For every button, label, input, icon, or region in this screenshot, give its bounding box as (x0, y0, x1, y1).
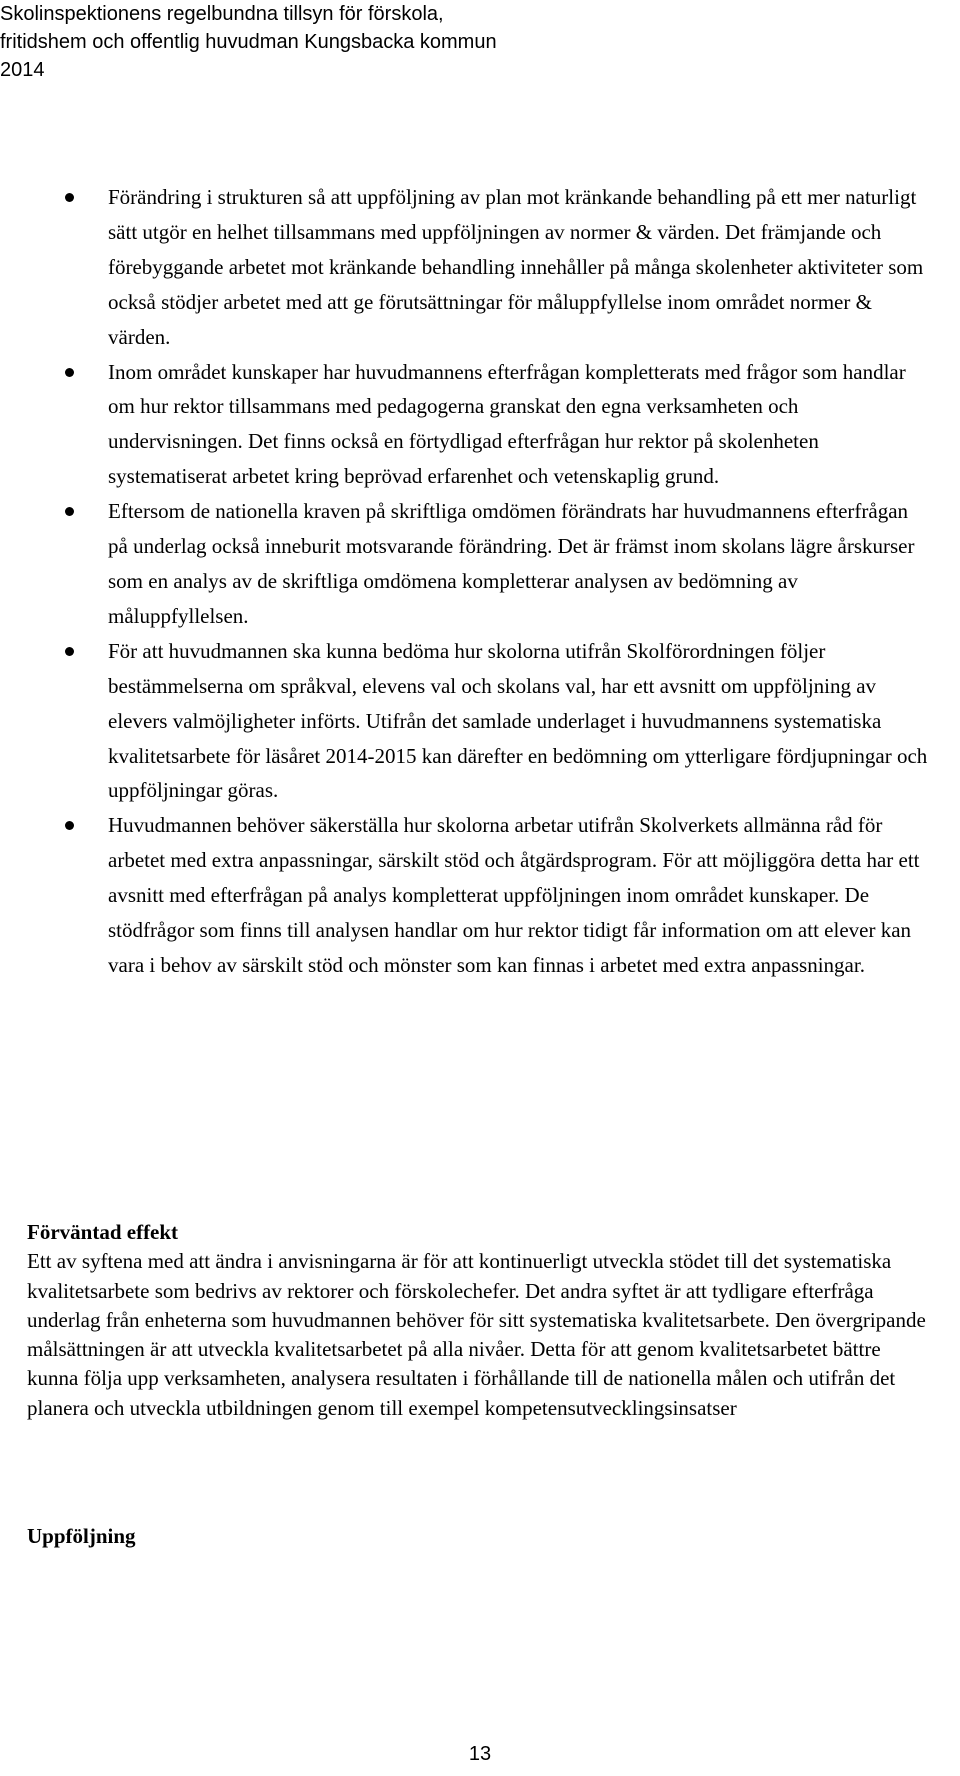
header-line-1: Skolinspektionens regelbundna tillsyn för förskola, (0, 3, 444, 25)
bullet-icon (65, 647, 74, 656)
list-item (0, 180, 932, 355)
section-heading: Förväntad effekt (27, 1220, 179, 1244)
list-item (0, 808, 932, 983)
change-list (0, 180, 932, 983)
list-item (0, 355, 932, 495)
list-item-text: Huvudmannen behöver säkerställa hur skolorna arbetar utifrån Skolverkets allmänna råd för arbetet med extra anpassningar, särskilt stöd och åtgärdsprogram. För att möjliggöra detta har ett avsnitt med efterfrågan på analys kompletterat uppföljningen inom området kunskaper. De stödfrågor som finns till analysen handlar om hur rektor tidigt får information om att elever kan vara i behov av särskilt stöd och mönster som kan finnas i arbetet med extra anpassningar. (108, 813, 920, 977)
page-number: 13 (468, 1743, 492, 1765)
header-line-3: 2014 (0, 59, 45, 81)
expected-effect-section (27, 1218, 937, 1423)
list-item-text: Förändring i strukturen så att uppföljning av plan mot kränkande behandling på ett mer naturligt sätt utgör en helhet tillsammans med uppföljningen av normer & värden. Det främjande och förebyggande arbetet mot kränkande behandling innehåller på många skolenheter aktiviteter som också stödjer arbetet med att ge förutsättningar för måluppfyllelse inom området normer & värden. (108, 185, 924, 349)
bullet-icon (65, 507, 74, 516)
section-body: Ett av syftena med att ändra i anvisningarna är för att kontinuerligt utveckla stödet till det systematiska kvalitetsarbete som bedrivs av rektorer och förskolechefer. Det andra syftet är att tydligare efterfråga underlag från enheterna som huvudmannen behöver för sitt systematiska kvalitetsarbete. Den övergripande målsättningen är att utveckla kvalitetsarbetet på alla nivåer. Detta för att genom kvalitetsarbetet bättre kunna följa upp verksamheten, analysera resultaten i förhållande till de nationella målen och utifrån det planera och utveckla utbildningen genom till exempel kompetensutvecklingsinsatser (27, 1249, 926, 1420)
list-item-text: För att huvudmannen ska kunna bedöma hur skolorna utifrån Skolförordningen följer bestämmelserna om språkval, elevens val och skolans val, har ett avsnitt om uppföljning av elevers valmöjligheter införts. Utifrån det samlade underlaget i huvudmannens systematiska kvalitetsarbete för läsåret 2014-2015 kan därefter en bedömning om ytterligare fördjupningar och uppföljningar göras. (108, 638, 928, 803)
list-item-text: Eftersom de nationella kraven på skriftliga omdömen förändrats har huvudmannens efterfrågan på underlag också inneburit motsvarande förändring. Det är främst inom skolans lägre årskurser som en analys av de skriftliga omdömena kompletterar analysen av bedömning av måluppfyllelsen. (108, 499, 915, 628)
header-line-2: fritidshem och offentlig huvudman Kungsbacka kommun (0, 31, 497, 53)
bullet-icon (65, 193, 74, 202)
document-header (0, 0, 660, 84)
list-item (0, 494, 932, 634)
section-heading: Uppföljning (27, 1524, 136, 1548)
list-item-text: Inom området kunskaper har huvudmannens efterfrågan kompletterats med frågor som handlar om hur rektor tillsammans med pedagogerna granskat den egna verksamheten och undervisningen. Det finns också en förtydligad efterfrågan hur rektor på skolenheten systematiserat arbetet kring beprövad erfarenhet och vetenskaplig grund. (108, 359, 906, 489)
bullet-icon (65, 368, 74, 377)
follow-up-section (27, 1522, 937, 1551)
list-item (0, 634, 932, 809)
bullet-icon (65, 821, 74, 830)
